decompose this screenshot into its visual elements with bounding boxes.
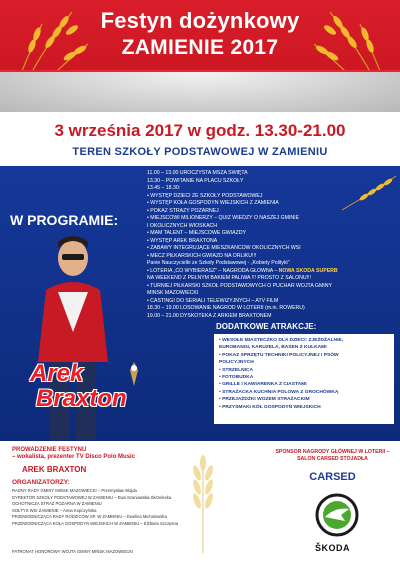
attraction-item: POLICYJNYCH [219, 360, 254, 366]
attractions-title: DODATKOWE ATRAKCJE: [216, 322, 317, 331]
program-item: • MAM TALENT – MIEJSCOWE GWIAZDY [147, 230, 246, 236]
program-item: • MIEJSCOWI MILIONERZY – QUIZ WIEDZY O NASZEJ GMINIE [147, 215, 300, 221]
attraction-item: • PRZYSMAKI KÓŁ GOSPODYŃ WIEJSKICH [219, 404, 321, 410]
attraction-item: • STRAŻACKA KUCHNIA POLOWA Z GROCHÓWKĄ [219, 389, 339, 395]
attraction-item: • STRZELNICA [219, 367, 254, 373]
host-title-line1: PROWADZENIE FESTYNU [12, 447, 87, 453]
program-item: 13.30 – POWITANIE NA PLACU SZKOŁY [147, 177, 244, 184]
program-item: • LOTERIA „CO WYBIERASZ" – NAGRODA GŁÓWNA – NOWA SKODA SUPERB [147, 267, 338, 274]
host-name: AREK BRAXTON [22, 465, 87, 474]
program-item: • ZABAWY INTEGRUJĄCE MIESZKAŃCÓW OKOLICZNYCH WSI [147, 245, 301, 251]
program-item: • POKAZ STRAŻY POŻARNEJ [147, 207, 219, 214]
attraction-item: • WESOŁE MIASTECZKO DLA DZIECI: ZJEŻDŻALNIE, [219, 338, 344, 343]
organizer-item: SOŁTYS WSI ZAMIENIE – Anna Kopczyńska [12, 507, 97, 513]
attraction-item: EUROBANGI, KARUZELA, BASEN Z KULKAMI [219, 345, 327, 351]
organizers-list [12, 488, 252, 527]
silver-band [0, 70, 400, 112]
program-item: • CASTINGI DO SERIALI TELEWIZYJNYCH – ATV FILM [147, 297, 279, 304]
festival-subtitle: ZAMIENIE 2017 [121, 36, 279, 59]
attraction-item: • FOTOBUDKA [219, 375, 254, 381]
skoda-brand: ŠKODA [314, 543, 350, 553]
attractions-list [214, 334, 394, 424]
festival-title: Festyn dożynkowy [100, 8, 300, 33]
event-date: 3 września 2017 w godz. 13.30-21.00 [54, 121, 346, 140]
attraction-item: • GRILLE I KAWIARENKA Z CIASTAMI [219, 382, 307, 388]
skoda-logo-icon [315, 493, 359, 537]
prize-highlight: NOWA SKODA SUPERB [278, 267, 338, 274]
program-item: 13.45 – 18.30: [147, 185, 181, 191]
patron-text: PATRONAT HONOROWY WÓJTA GMINY MIŃSK MAZOWIECKI [12, 549, 134, 554]
sponsor-name: CARSED [309, 471, 356, 483]
program-item: • WYSTĘP DZIECI ZE SZKOŁY PODSTAWOWEJ [147, 192, 263, 199]
program-item: 11.00 – 13.00 UROCZYSTA MSZA ŚWIĘTA [147, 170, 248, 176]
artist-name-last: Braxton [36, 385, 127, 412]
program-schedule [147, 170, 393, 320]
program-item: 19.00 – 21.00 DYSKOTEKA Z ARKIEM BRAXTONEM [147, 312, 272, 319]
organizer-item: PRZEWODNICZĄCA RADY RODZICÓW SP. W ZAMIENIU – Ewelina Michalowska [12, 514, 167, 519]
program-item: • TURNIEJ PIŁKARSKI SZKÓŁ PODSTAWOWYCH O PUCHAR WÓJTA GMINY [147, 282, 332, 289]
artist-name-first: Arek [30, 360, 84, 387]
program-item: NA WEEKEND Z PEŁNYM BAKIEM PALIWA !!! PROSTO Z SALONU!!! [147, 275, 311, 281]
organizer-item: OCHOTNICZA STRAŻ POŻARNA W ZAMIENIU [12, 501, 102, 506]
program-item: MIŃSK MAZOWIECKI [147, 290, 199, 296]
program-item: I OKOLICZNYCH WIOSKACH [147, 222, 218, 229]
program-item: 18.30 – 19.00 LOSOWANIE NAGRÓD W LOTERII (m.in. ROWERU) [147, 305, 305, 311]
program-item: Panie Nauczycielki ze Szkoły Podstawowej - „Kobiety Polityki" [147, 260, 290, 266]
organizers-title: ORGANIZATORZY: [12, 479, 70, 486]
sponsor-title: SPONSOR NAGRODY GŁÓWNEJ W LOTERII – SALON CARSED STOJADŁA [275, 449, 390, 462]
organizer-item: RADNY RADY GMINY MIŃSK MAZOWIECKI – Przemysław Wojda [12, 488, 137, 493]
program-label: W PROGRAMIE: [10, 212, 119, 228]
organizer-item: DYREKTOR SZKOŁY PODSTAWOWEJ W ZAMIENIU – Ewa Szaniawska-Skrzelecka [12, 494, 172, 500]
program-item: • MECZ PIŁKARSKICH GWIAZD NA ORLIKU!!! [147, 252, 257, 259]
attraction-item: • POKAZ SPRZĘTU TECHNIKI POLICYJNEJ I PSÓW [219, 352, 339, 358]
host-title-line2: – wokalista, prezenter TV Disco Polo Music [12, 454, 136, 461]
program-item: • WYSTĘP AREK BRAXTONA [147, 237, 218, 244]
attraction-item: • PRZEJAŻDŻKI WOZEM STRAŻACKIM [219, 397, 310, 403]
organizer-item: PRZEWODNICZĄCA KOŁA GOSPODYŃ WIEJSKICH W ZAMIENIU – Elżbieta Szczęsna [12, 520, 179, 526]
host-title [12, 447, 135, 462]
program-item: • WYSTĘP KOŁA GOSPODYŃ WIEJSKICH Z ZAMIENIA [147, 200, 279, 206]
group-logo-icon [124, 360, 144, 388]
event-place: TEREN SZKOŁY PODSTAWOWEJ W ZAMIENIU [72, 146, 328, 158]
